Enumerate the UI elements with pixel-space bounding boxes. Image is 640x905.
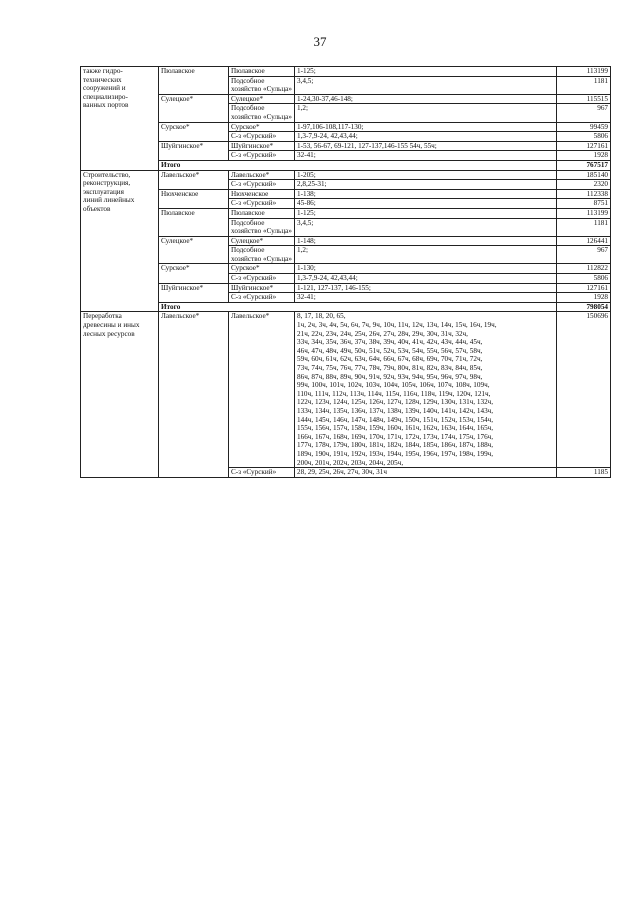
forestry-cell: Пюлавское [159, 67, 229, 95]
area-cell: 126441 [557, 236, 611, 246]
area-cell: 115515 [557, 94, 611, 104]
district-cell: С-з «Сурский» [229, 132, 295, 142]
district-cell: Сурское* [229, 264, 295, 274]
total-label: Итого [159, 302, 557, 312]
area-cell: 967 [557, 104, 611, 122]
forest-use-table [80, 66, 611, 478]
activity-type-cell: Переработка древесины и иных лесных ресурсов [81, 312, 159, 477]
quarters-cell: 1-205; [295, 170, 557, 180]
quarters-cell: 45-86; [295, 199, 557, 209]
area-cell: 1928 [557, 293, 611, 303]
district-cell: С-з «Сурский» [229, 468, 295, 478]
quarters-cell: 32-41; [295, 293, 557, 303]
forestry-cell: Шуйгинское* [159, 141, 229, 160]
district-cell: Шуйгинское* [229, 141, 295, 151]
district-cell: Сурское* [229, 122, 295, 132]
area-cell: 5806 [557, 132, 611, 142]
area-cell: 1181 [557, 218, 611, 236]
area-cell: 2320 [557, 180, 611, 190]
district-cell: Шуйгинское* [229, 283, 295, 293]
table-row [81, 67, 611, 77]
table-row [81, 141, 611, 151]
district-cell: Подсобное хозяйство «Сульца» [229, 104, 295, 122]
district-cell: С-з «Сурский» [229, 274, 295, 284]
activity-type-cell: Строительство, реконструкция, эксплуатация линий линейных объектов [81, 170, 159, 312]
district-cell: Пюлавское [229, 208, 295, 218]
area-cell: 150696 [557, 312, 611, 468]
forestry-cell: Сулецкое* [159, 94, 229, 122]
quarters-cell: 3,4,5; [295, 76, 557, 94]
table-row [81, 312, 611, 468]
table-body [81, 67, 611, 478]
quarters-cell: 3,4,5; [295, 218, 557, 236]
district-cell: Пюлавское [229, 67, 295, 77]
district-cell: С-з «Сурский» [229, 199, 295, 209]
area-cell: 185140 [557, 170, 611, 180]
total-row [81, 302, 611, 312]
forestry-cell: Лавельское* [159, 170, 229, 189]
forestry-cell: Сулецкое* [159, 236, 229, 264]
area-cell: 112822 [557, 264, 611, 274]
district-cell: Лавельское* [229, 312, 295, 468]
table-row [81, 236, 611, 246]
activity-type-cell: также гидро- технических сооружений и специализиро- ванных портов [81, 67, 159, 171]
quarters-cell: 1,3-7,9-24, 42,43,44; [295, 274, 557, 284]
area-cell: 1185 [557, 468, 611, 478]
district-cell: С-з «Сурский» [229, 293, 295, 303]
forestry-cell: Пюлавское [159, 208, 229, 236]
quarters-cell: 1,2; [295, 104, 557, 122]
table-row [81, 170, 611, 180]
quarters-cell: 2,8,25-31; [295, 180, 557, 190]
forestry-cell: Сурское* [159, 264, 229, 283]
table-row [81, 189, 611, 199]
district-cell: С-з «Сурский» [229, 180, 295, 190]
table-row [81, 283, 611, 293]
total-label: Итого [159, 160, 557, 170]
table-row [81, 94, 611, 104]
quarters-cell: 1,3-7,9-24, 42,43,44; [295, 132, 557, 142]
area-cell: 1181 [557, 76, 611, 94]
quarters-cell: 1-148; [295, 236, 557, 246]
quarters-cell: 1-53, 56-67, 69-121, 127-137,146-155 54ч, 55ч; [295, 141, 557, 151]
district-cell: Подсобное хозяйство «Сульца» [229, 246, 295, 264]
area-cell: 112338 [557, 189, 611, 199]
quarters-cell: 1-97,106-108,117-130; [295, 122, 557, 132]
forestry-cell: Нюхченское [159, 189, 229, 208]
area-cell: 8751 [557, 199, 611, 209]
table-row [81, 264, 611, 274]
district-cell: Подсобное хозяйство «Сульца» [229, 218, 295, 236]
table-row [81, 122, 611, 132]
area-cell: 967 [557, 246, 611, 264]
page-number: 37 [313, 34, 327, 49]
quarters-cell: 1-125; [295, 67, 557, 77]
quarters-cell: 1-138; [295, 189, 557, 199]
area-cell: 113199 [557, 208, 611, 218]
district-cell: Подсобное хозяйство «Сульца» [229, 76, 295, 94]
table-row [81, 208, 611, 218]
quarters-cell: 8, 17, 18, 20, 65, 1ч, 2ч, 3ч, 4ч, 5ч, 6ч, 7ч, 9ч, 10ч, 11ч, 12ч, 13ч, 14ч, 15ч, 16ч, 19ч, 21ч, 22ч, 23ч, 24ч, 25ч, 26ч, 27ч, 28ч, 29ч, 30ч, 31ч, 32ч, 33ч, 34ч, 35ч, 36ч, 37ч, 38ч, 39ч, 40ч, 41ч, 42ч, 43ч, 44ч, 45ч, 46ч, 47ч, 48ч, 49ч, 50ч, 51ч, 52ч, 53ч, 54ч, 55ч, 56ч, 57ч, 58ч, 59ч, 60ч, 61ч, 62ч, 63ч, 64ч, 66ч, 67ч, 68ч, 69ч, 70ч, 71ч, 72ч, 73ч, 74ч, 75ч, 76ч, 77ч, 78ч, 79ч, 80ч, 81ч, 82ч, 83ч, 84ч, 85ч, 86ч, 87ч, 88ч, 89ч, 90ч, 91ч, 92ч, 93ч, 94ч, 95ч, 96ч, 97ч, 98ч, 99ч, 100ч, 101ч, 102ч, 103ч, 104ч, 105ч, 106ч, 107ч, 108ч, 109ч, 110ч, 111ч, 112ч, 113ч, 114ч, 115ч, 116ч, 118ч, 119ч, 120ч, 121ч, 122ч, 123ч, 124ч, 125ч, 126ч, 127ч, 128ч, 129ч, 130ч, 131ч, 132ч, 133ч, 134ч, 135ч, 136ч, 137ч, 138ч, 139ч, 140ч, 141ч, 142ч, 143ч, 144ч, 145ч, 146ч, 147ч, 148ч, 149ч, 150ч, 151ч, 152ч, 153ч, 154ч, 155ч, 156ч, 157ч, 158ч, 159ч, 160ч, 161ч, 162ч, 163ч, 164ч, 165ч, 166ч, 167ч, 168ч, 169ч, 170ч, 171ч, 172ч, 173ч, 174ч, 175ч, 176ч, 177ч, 178ч, 179ч, 180ч, 181ч, 182ч, 184ч, 185ч, 186ч, 187ч, 188ч, 189ч, 190ч, 191ч, 192ч, 193ч, 194ч, 195ч, 196ч, 197ч, 198ч, 199ч, 200ч, 201ч, 202ч, 203ч, 204ч, 205ч, [295, 312, 557, 468]
quarters-cell: 1-130; [295, 264, 557, 274]
area-cell: 1928 [557, 151, 611, 161]
quarters-cell: 1-24,30-37,46-148; [295, 94, 557, 104]
total-value: 767517 [557, 160, 611, 170]
quarters-cell: 1-121, 127-137, 146-155; [295, 283, 557, 293]
forestry-cell: Сурское* [159, 122, 229, 141]
total-row [81, 160, 611, 170]
district-cell: С-з «Сурский» [229, 151, 295, 161]
district-cell: Сулецкое* [229, 94, 295, 104]
total-value: 798054 [557, 302, 611, 312]
district-cell: Лавельское* [229, 170, 295, 180]
area-cell: 127161 [557, 141, 611, 151]
area-cell: 99459 [557, 122, 611, 132]
quarters-cell: 1-125; [295, 208, 557, 218]
quarters-cell: 28, 29, 25ч, 26ч, 27ч, 30ч, 31ч [295, 468, 557, 478]
quarters-cell: 32-41; [295, 151, 557, 161]
district-cell: Нюхченское [229, 189, 295, 199]
district-cell: Сулецкое* [229, 236, 295, 246]
area-cell: 127161 [557, 283, 611, 293]
forestry-cell: Лавельское* [159, 312, 229, 477]
forestry-cell: Шуйгинское* [159, 283, 229, 302]
area-cell: 113199 [557, 67, 611, 77]
area-cell: 5806 [557, 274, 611, 284]
quarters-cell: 1,2; [295, 246, 557, 264]
